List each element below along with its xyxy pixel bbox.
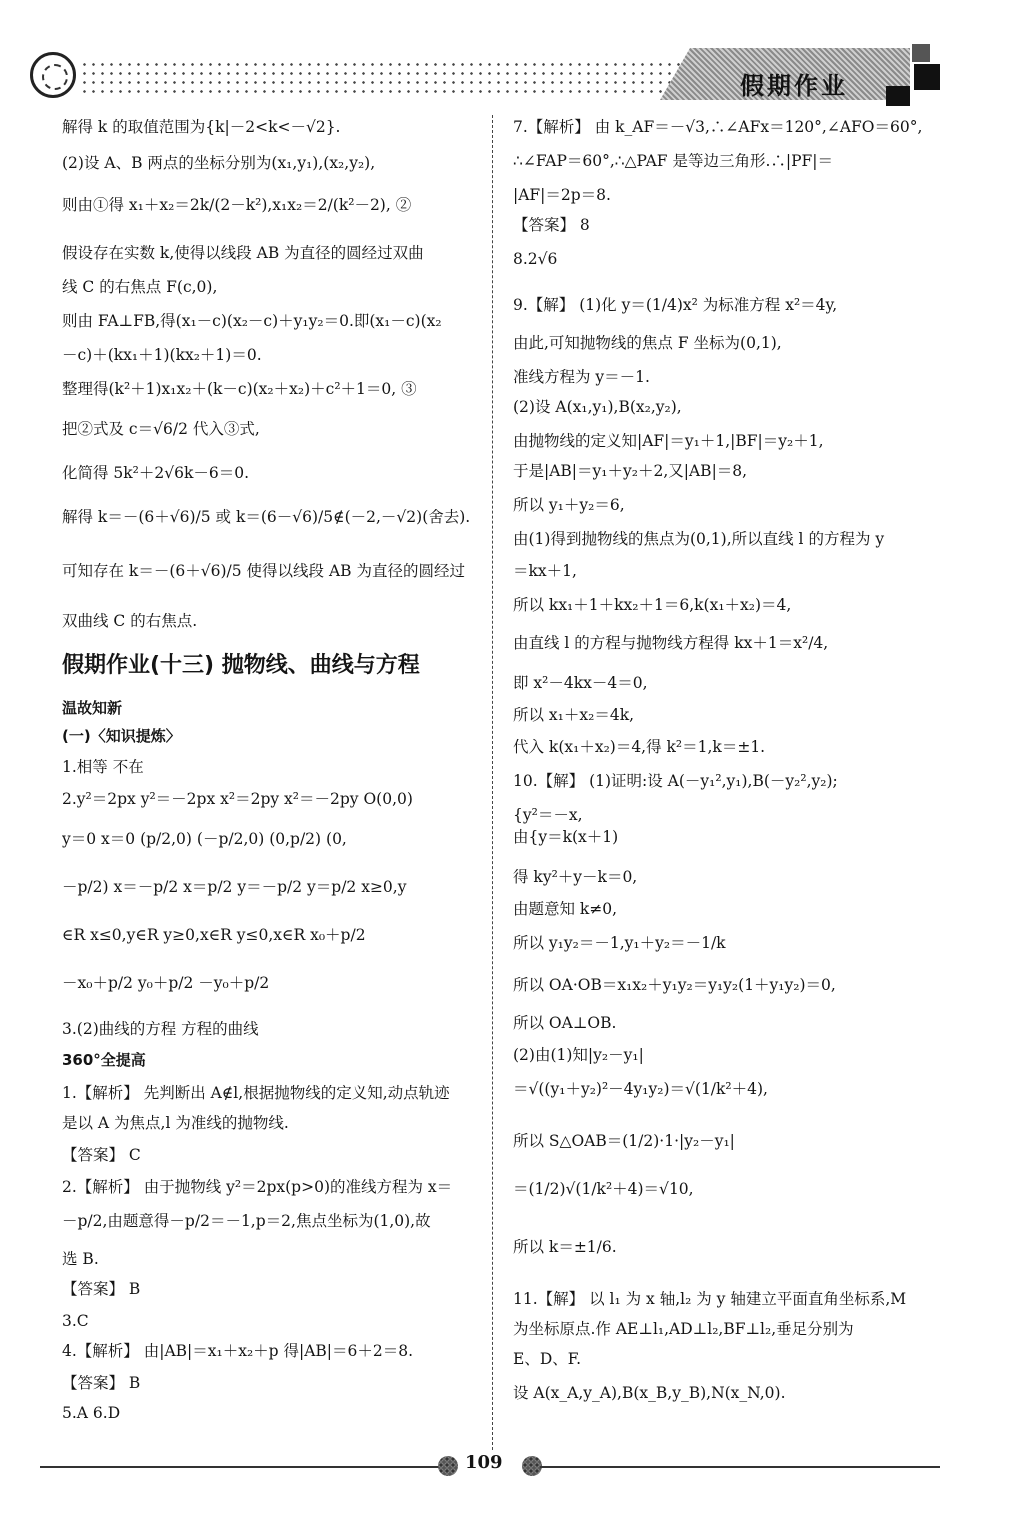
text-line: 1.相等 不在 xyxy=(62,758,144,776)
footer-ornament-icon xyxy=(522,1456,542,1476)
header-title: 假期作业 xyxy=(740,72,848,100)
text-line: 则由 FA⊥FB,得(x₁－c)(x₂－c)＋y₁y₂＝0.即(x₁－c)(x₂ xyxy=(62,312,442,330)
footer-rule-left xyxy=(40,1466,440,1468)
text-line: 把②式及 c＝√6/2 代入③式, xyxy=(62,420,260,438)
text-line: 所以 y₁y₂＝－1,y₁＋y₂＝－1/k xyxy=(513,934,726,952)
text-line: 11.【解】 以 l₁ 为 x 轴,l₂ 为 y 轴建立平面直角坐标系,M xyxy=(513,1290,907,1308)
left-column xyxy=(62,115,480,1431)
text-line: －p/2,由题意得－p/2＝－1,p＝2,焦点坐标为(1,0),故 xyxy=(62,1212,431,1230)
section-title: 假期作业(十三) 抛物线、曲线与方程 xyxy=(62,653,420,678)
text-line: 假设存在实数 k,使得以线段 AB 为直径的圆经过双曲 xyxy=(62,244,424,262)
text-line: 所以 kx₁＋1＋kx₂＋1＝6,k(x₁＋x₂)＝4, xyxy=(513,596,792,614)
text-line: 3.C xyxy=(62,1312,89,1330)
text-line: 双曲线 C 的右焦点. xyxy=(62,612,198,630)
text-line: 是以 A 为焦点,l 为准线的抛物线. xyxy=(62,1114,289,1132)
text-line: 所以 S△OAB＝(1/2)·1·|y₂－y₁| xyxy=(513,1132,735,1150)
text-line: 【答案】 8 xyxy=(513,216,590,234)
text-line: ∈R x≤0,y∈R y≥0,x∈R y≤0,x∈R x₀＋p/2 xyxy=(62,926,366,944)
text-line: (2)由(1)知|y₂－y₁| xyxy=(513,1046,644,1064)
text-line: 1.【解析】 先判断出 A∉l,根据抛物线的定义知,动点轨迹 xyxy=(62,1084,450,1102)
text-line: |AF|＝2p＝8. xyxy=(513,186,611,204)
text-line: 整理得(k²＋1)x₁x₂＋(k－c)(x₂＋x₂)＋c²＋1＝0, ③ xyxy=(62,380,417,398)
page-header xyxy=(0,0,1024,110)
subheading: (一)〈知识提炼〉 xyxy=(62,727,181,745)
left-answers xyxy=(62,697,480,1431)
page-number: 109 xyxy=(465,1452,503,1473)
text-line: {y²＝－x, xyxy=(513,806,583,824)
text-line: 由直线 l 的方程与抛物线方程得 kx＋1＝x²/4, xyxy=(513,634,829,652)
decor-square xyxy=(912,44,930,62)
text-line: ＝kx＋1, xyxy=(513,562,577,580)
text-line: 为坐标原点.作 AE⊥l₁,AD⊥l₂,BF⊥l₂,垂足分别为 xyxy=(513,1320,854,1338)
text-line: 设 A(x_A,y_A),B(x_B,y_B),N(x_N,0). xyxy=(513,1384,786,1402)
text-line: ＝(1/2)√(1/k²＋4)＝√10, xyxy=(513,1180,694,1198)
subheading: 360°全提高 xyxy=(62,1051,146,1069)
text-line: 由此,可知抛物线的焦点 F 坐标为(0,1), xyxy=(513,334,782,352)
text-line: 所以 x₁＋x₂＝4k, xyxy=(513,706,635,724)
footer-rule-right xyxy=(540,1466,940,1468)
dotted-band xyxy=(80,60,680,98)
text-line: 所以 OA⊥OB. xyxy=(513,1014,617,1032)
text-line: 可知存在 k＝－(6＋√6)/5 使得以线段 AB 为直径的圆经过 xyxy=(62,562,465,580)
text-line: 2.y²＝2px y²＝－2px x²＝2py x²＝－2py O(0,0) xyxy=(62,790,413,808)
text-line: 2.【解析】 由于抛物线 y²＝2px(p>0)的准线方程为 x＝ xyxy=(62,1178,453,1196)
text-line: ＝√((y₁＋y₂)²－4y₁y₂)＝√(1/k²＋4), xyxy=(513,1080,768,1098)
text-line: 4.【解析】 由|AB|＝x₁＋x₂＋p 得|AB|＝6＋2＝8. xyxy=(62,1342,414,1360)
text-line: 7.【解析】 由 k_AF＝－√3,∴∠AFx＝120°,∠AFO＝60°, xyxy=(513,118,923,136)
text-line: 9.【解】 (1)化 y＝(1/4)x² 为标准方程 x²＝4y, xyxy=(513,296,838,314)
subheading: 温故知新 xyxy=(62,699,123,717)
text-line: 由题意知 k≠0, xyxy=(513,900,618,918)
text-line: 所以 OA·OB＝x₁x₂＋y₁y₂＝y₁y₂(1＋y₁y₂)＝0, xyxy=(513,976,836,994)
text-line: 于是|AB|＝y₁＋y₂＋2,又|AB|＝8, xyxy=(513,462,748,480)
column-divider xyxy=(492,115,493,1450)
text-line: 代入 k(x₁＋x₂)＝4,得 k²＝1,k＝±1. xyxy=(513,738,766,756)
text-line: －c)＋(kx₁＋1)(kx₂＋1)＝0. xyxy=(62,346,262,364)
text-line: 解得 k 的取值范围为{k|－2<k<－√2}. xyxy=(62,118,341,136)
right-column xyxy=(513,115,953,1413)
text-line: 解得 k＝－(6＋√6)/5 或 k＝(6－√6)/5∉(－2,－√2)(舍去). xyxy=(62,508,471,526)
logo-icon xyxy=(30,52,76,98)
text-line: －x₀＋p/2 y₀＋p/2 －y₀＋p/2 xyxy=(62,974,270,992)
left-solution xyxy=(62,115,480,643)
text-line: 则由①得 x₁＋x₂＝2k/(2－k²),x₁x₂＝2/(k²－2), ② xyxy=(62,196,412,214)
text-line: 【答案】 B xyxy=(62,1374,141,1392)
text-line: (2)设 A(x₁,y₁),B(x₂,y₂), xyxy=(513,398,682,416)
text-line: －p/2) x＝－p/2 x＝p/2 y＝－p/2 y＝p/2 x≥0,y xyxy=(62,878,407,896)
text-line: 3.(2)曲线的方程 方程的曲线 xyxy=(62,1020,259,1038)
text-line: 即 x²－4kx－4＝0, xyxy=(513,674,648,692)
text-line: E、D、F. xyxy=(513,1350,582,1368)
decor-square xyxy=(886,86,910,106)
text-line: 8.2√6 xyxy=(513,250,558,268)
text-line: ∴∠FAP＝60°,∴△PAF 是等边三角形.∴|PF|＝ xyxy=(513,152,833,170)
text-line: 由{y＝k(x＋1) xyxy=(513,828,619,846)
text-line: 由抛物线的定义知|AF|＝y₁＋1,|BF|＝y₂＋1, xyxy=(513,432,824,450)
decor-square xyxy=(914,64,940,90)
text-line: 得 ky²＋y－k＝0, xyxy=(513,868,638,886)
text-line: 所以 y₁＋y₂＝6, xyxy=(513,496,625,514)
text-line: 准线方程为 y＝－1. xyxy=(513,368,650,386)
text-line: 选 B. xyxy=(62,1250,99,1268)
text-line: 由(1)得到抛物线的焦点为(0,1),所以直线 l 的方程为 y xyxy=(513,530,885,548)
text-line: 【答案】 C xyxy=(62,1146,141,1164)
footer-ornament-icon xyxy=(438,1456,458,1476)
text-line: 线 C 的右焦点 F(c,0), xyxy=(62,278,218,296)
text-line: 【答案】 B xyxy=(62,1280,141,1298)
text-line: 5.A 6.D xyxy=(62,1404,121,1422)
text-line: y＝0 x＝0 (p/2,0) (－p/2,0) (0,p/2) (0, xyxy=(62,830,347,848)
text-line: 所以 k＝±1/6. xyxy=(513,1238,617,1256)
text-line: (2)设 A、B 两点的坐标分别为(x₁,y₁),(x₂,y₂), xyxy=(62,154,376,172)
text-line: 10.【解】 (1)证明:设 A(－y₁²,y₁),B(－y₂²,y₂); xyxy=(513,772,838,790)
text-line: 化简得 5k²＋2√6k－6＝0. xyxy=(62,464,250,482)
